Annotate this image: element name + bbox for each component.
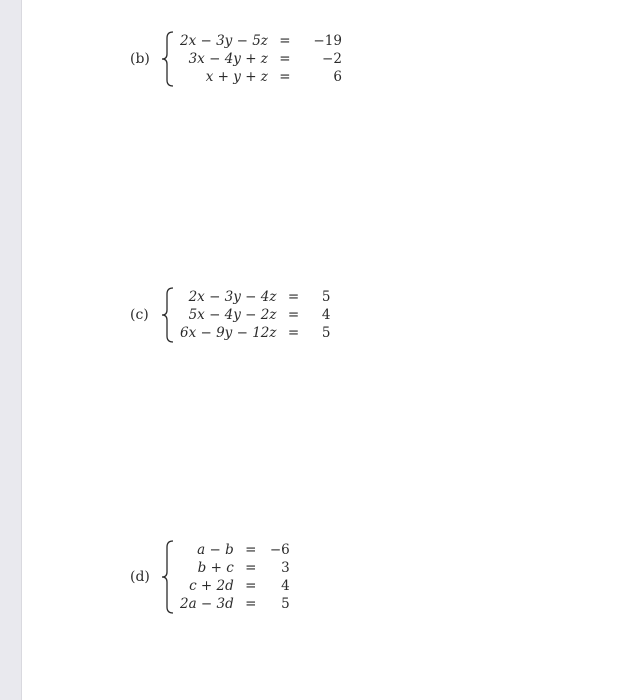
equation-row bbox=[180, 306, 331, 324]
equation-row bbox=[180, 541, 290, 559]
problem-label: (d) bbox=[130, 569, 150, 585]
equation-relation: = bbox=[279, 51, 291, 67]
equation-system bbox=[180, 32, 342, 86]
page-margin-rail bbox=[0, 0, 22, 700]
equation-rhs: 5 bbox=[321, 289, 331, 305]
equation-rhs: 4 bbox=[281, 578, 290, 594]
equation-row bbox=[180, 324, 331, 342]
problem-label: (b) bbox=[130, 51, 150, 67]
equation-rhs: −6 bbox=[269, 542, 290, 558]
left-brace-icon bbox=[160, 30, 174, 88]
equation-lhs: c + 2d bbox=[189, 578, 234, 594]
equation-relation: = bbox=[287, 325, 300, 341]
equation-row bbox=[180, 68, 342, 86]
equation-rhs: −2 bbox=[322, 51, 342, 67]
equation-lhs: b + c bbox=[197, 560, 234, 576]
equation-row bbox=[180, 577, 290, 595]
problem-d bbox=[130, 539, 290, 615]
equation-relation: = bbox=[245, 596, 257, 612]
equation-rhs: 5 bbox=[281, 596, 290, 612]
left-brace-icon bbox=[160, 286, 174, 344]
equation-relation: = bbox=[245, 578, 257, 594]
equation-system bbox=[180, 541, 290, 613]
equation-relation: = bbox=[287, 289, 300, 305]
equation-relation: = bbox=[279, 69, 291, 85]
equation-system bbox=[180, 288, 331, 342]
equation-lhs: 6x − 9y − 12z bbox=[180, 325, 277, 341]
equation-row bbox=[180, 50, 342, 68]
left-brace-icon bbox=[160, 539, 174, 615]
equation-rhs: 6 bbox=[333, 69, 342, 85]
equation-lhs: 2x − 3y − 4z bbox=[188, 289, 277, 305]
equation-lhs: 2x − 3y − 5z bbox=[180, 33, 268, 49]
problem-c bbox=[130, 286, 331, 344]
equation-row bbox=[180, 595, 290, 613]
equation-relation: = bbox=[245, 542, 257, 558]
equation-lhs: 3x − 4y + z bbox=[188, 51, 268, 67]
equation-relation: = bbox=[287, 307, 300, 323]
equation-rhs: 4 bbox=[321, 307, 331, 323]
equation-row bbox=[180, 559, 290, 577]
equation-row bbox=[180, 288, 331, 306]
equation-lhs: a − b bbox=[197, 542, 234, 558]
equation-lhs: x + y + z bbox=[205, 69, 268, 85]
equation-lhs: 5x − 4y − 2z bbox=[188, 307, 277, 323]
equation-lhs: 2a − 3d bbox=[180, 596, 234, 612]
equation-rhs: 3 bbox=[281, 560, 290, 576]
equation-relation: = bbox=[279, 33, 291, 49]
equation-relation: = bbox=[245, 560, 257, 576]
equation-rhs: −19 bbox=[313, 33, 342, 49]
equation-rhs: 5 bbox=[321, 325, 331, 341]
equation-row bbox=[180, 32, 342, 50]
problem-label: (c) bbox=[130, 307, 149, 323]
problem-b bbox=[130, 30, 342, 88]
